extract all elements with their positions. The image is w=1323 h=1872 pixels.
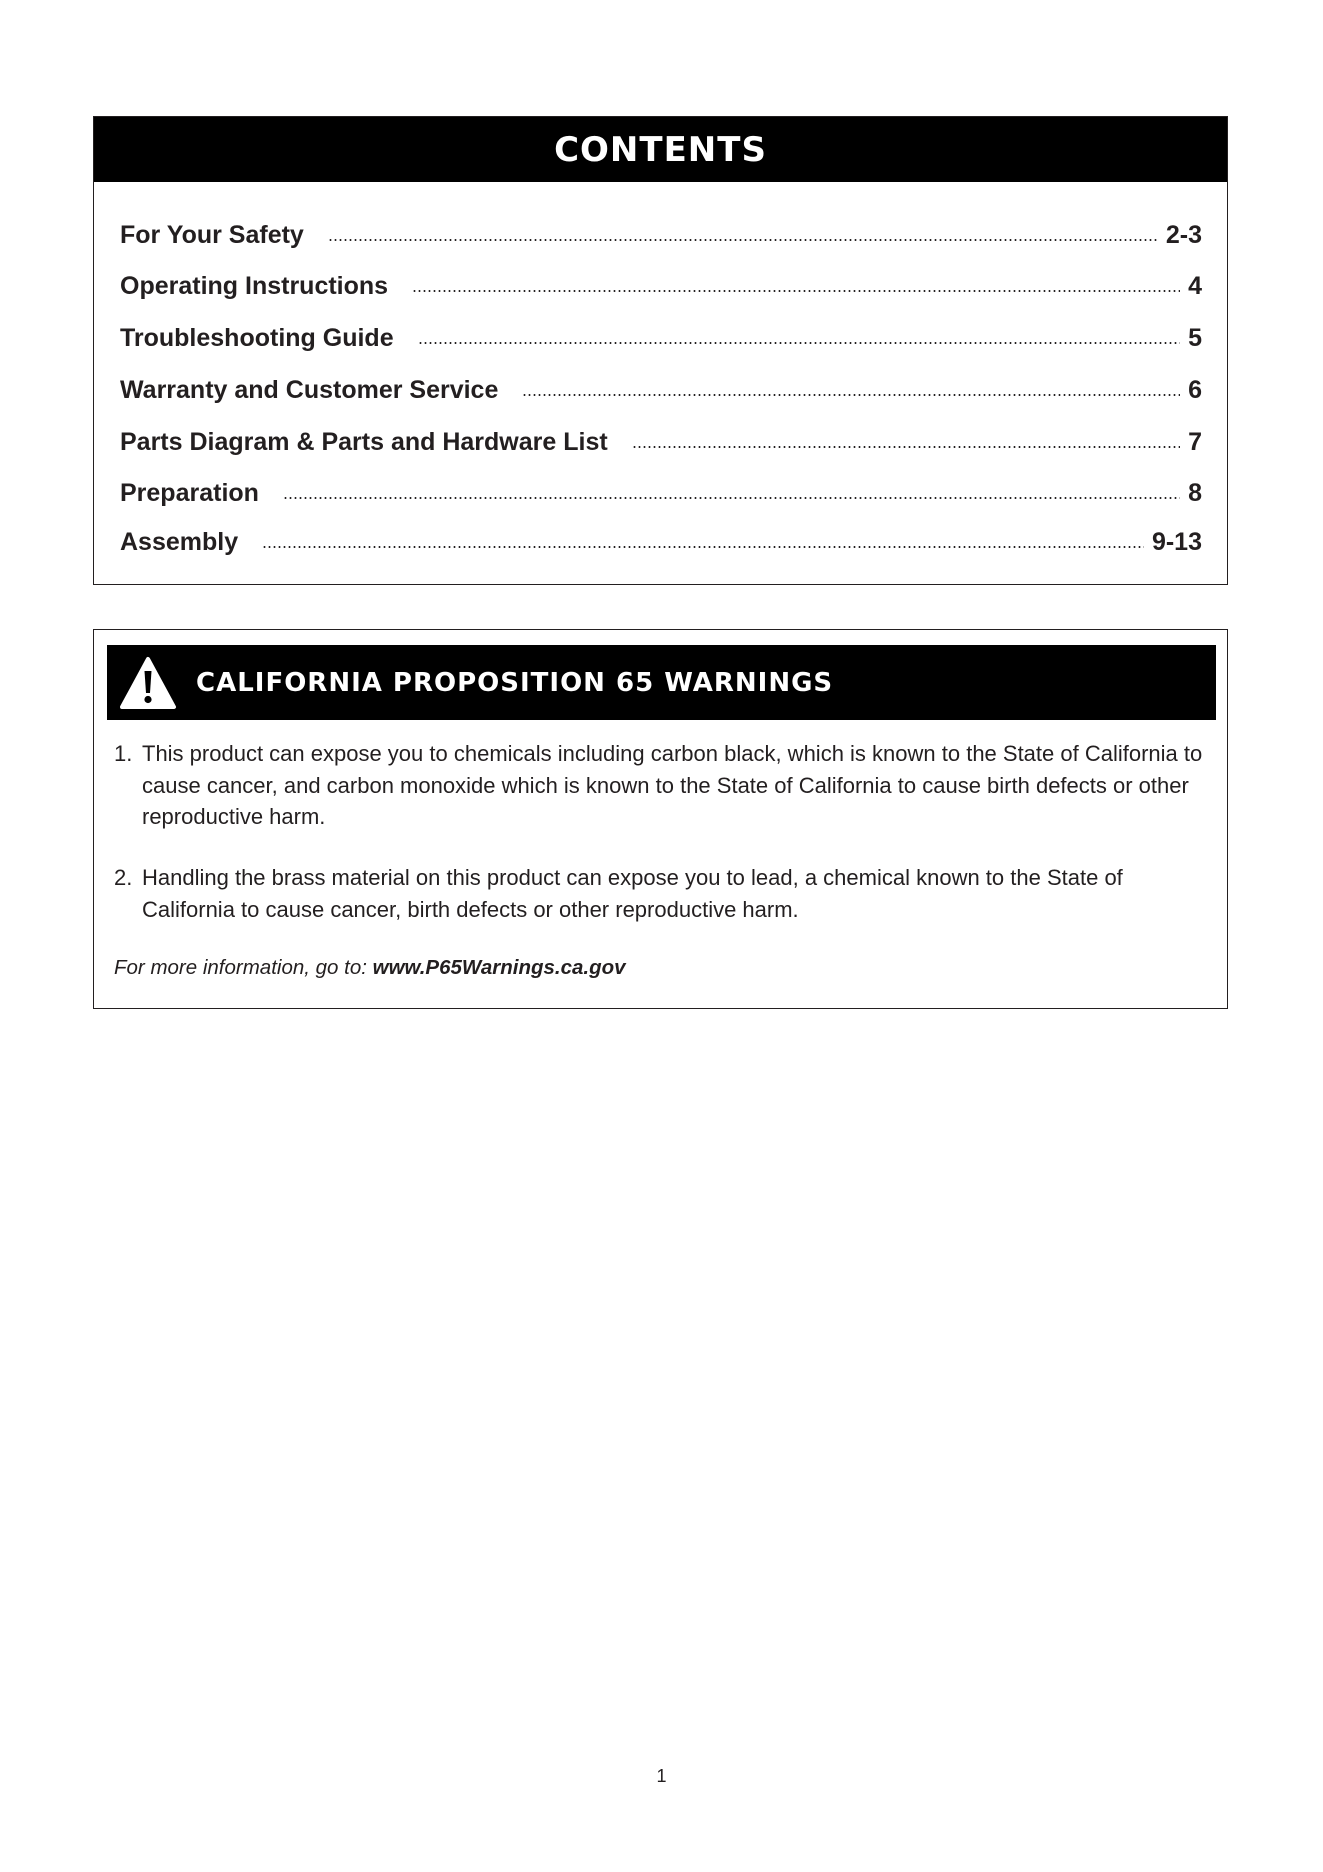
toc-entry	[120, 317, 1202, 353]
toc-leader-dots	[418, 342, 1180, 344]
warning-triangle-icon	[119, 656, 177, 710]
toc-entry-page: 7	[1188, 428, 1202, 456]
toc-leader-dots	[632, 446, 1180, 448]
toc-entry-title: Parts Diagram & Parts and Hardware List	[120, 428, 608, 456]
toc-entry-title: Assembly	[120, 528, 239, 556]
contents-section	[93, 116, 1228, 585]
toc-entry-title: Operating Instructions	[120, 272, 389, 300]
toc-entry	[120, 472, 1202, 508]
toc-entry	[120, 421, 1202, 457]
toc-leader-dots	[328, 239, 1158, 241]
toc-entry-title: Troubleshooting Guide	[120, 324, 394, 352]
toc-entry	[120, 214, 1202, 250]
toc-entry-title: Warranty and Customer Service	[120, 376, 499, 404]
warning-item	[114, 738, 1207, 833]
toc-entry-page: 8	[1188, 479, 1202, 507]
warning-item-text: Handling the brass material on this product can expose you to lead, a chemical known to the State of California to cause cancer, birth defects or other reproductive harm.	[142, 865, 1123, 922]
toc-leader-dots	[283, 497, 1180, 499]
toc-leader-dots	[412, 290, 1180, 292]
warning-item-text: This product can expose you to chemicals including carbon black, which is known to the State of California to cause cancer, and carbon monoxide which is known to the State of California to cause birth defects or other reproductive harm.	[142, 741, 1203, 829]
contents-header: CONTENTS	[94, 117, 1227, 182]
toc-entry-title: For Your Safety	[120, 221, 304, 249]
toc-entry-page: 2-3	[1165, 221, 1202, 249]
toc-entry-page: 5	[1188, 324, 1202, 352]
prop65-warning-section	[93, 629, 1228, 1009]
toc-entry-page: 6	[1188, 376, 1202, 404]
warning-item-number: 2.	[114, 865, 133, 890]
toc-entry-page: 4	[1188, 272, 1202, 300]
toc-entry	[120, 369, 1202, 405]
more-info-line	[114, 956, 626, 980]
warning-header	[107, 645, 1216, 720]
p65-website-link[interactable]: www.P65Warnings.ca.gov	[372, 956, 626, 979]
toc-leader-dots	[522, 394, 1180, 396]
more-info-label: For more information, go to:	[114, 956, 373, 979]
toc-entry-page: 9-13	[1151, 528, 1202, 556]
warning-item	[114, 862, 1207, 925]
warning-title: CALIFORNIA PROPOSITION 65 WARNINGS	[196, 667, 834, 698]
toc-entry	[120, 521, 1202, 557]
warning-item-number: 1.	[114, 741, 133, 766]
toc-entry-title: Preparation	[120, 479, 259, 507]
toc-entry	[120, 265, 1202, 301]
toc-leader-dots	[262, 546, 1144, 548]
page-number: 1	[656, 1766, 667, 1786]
